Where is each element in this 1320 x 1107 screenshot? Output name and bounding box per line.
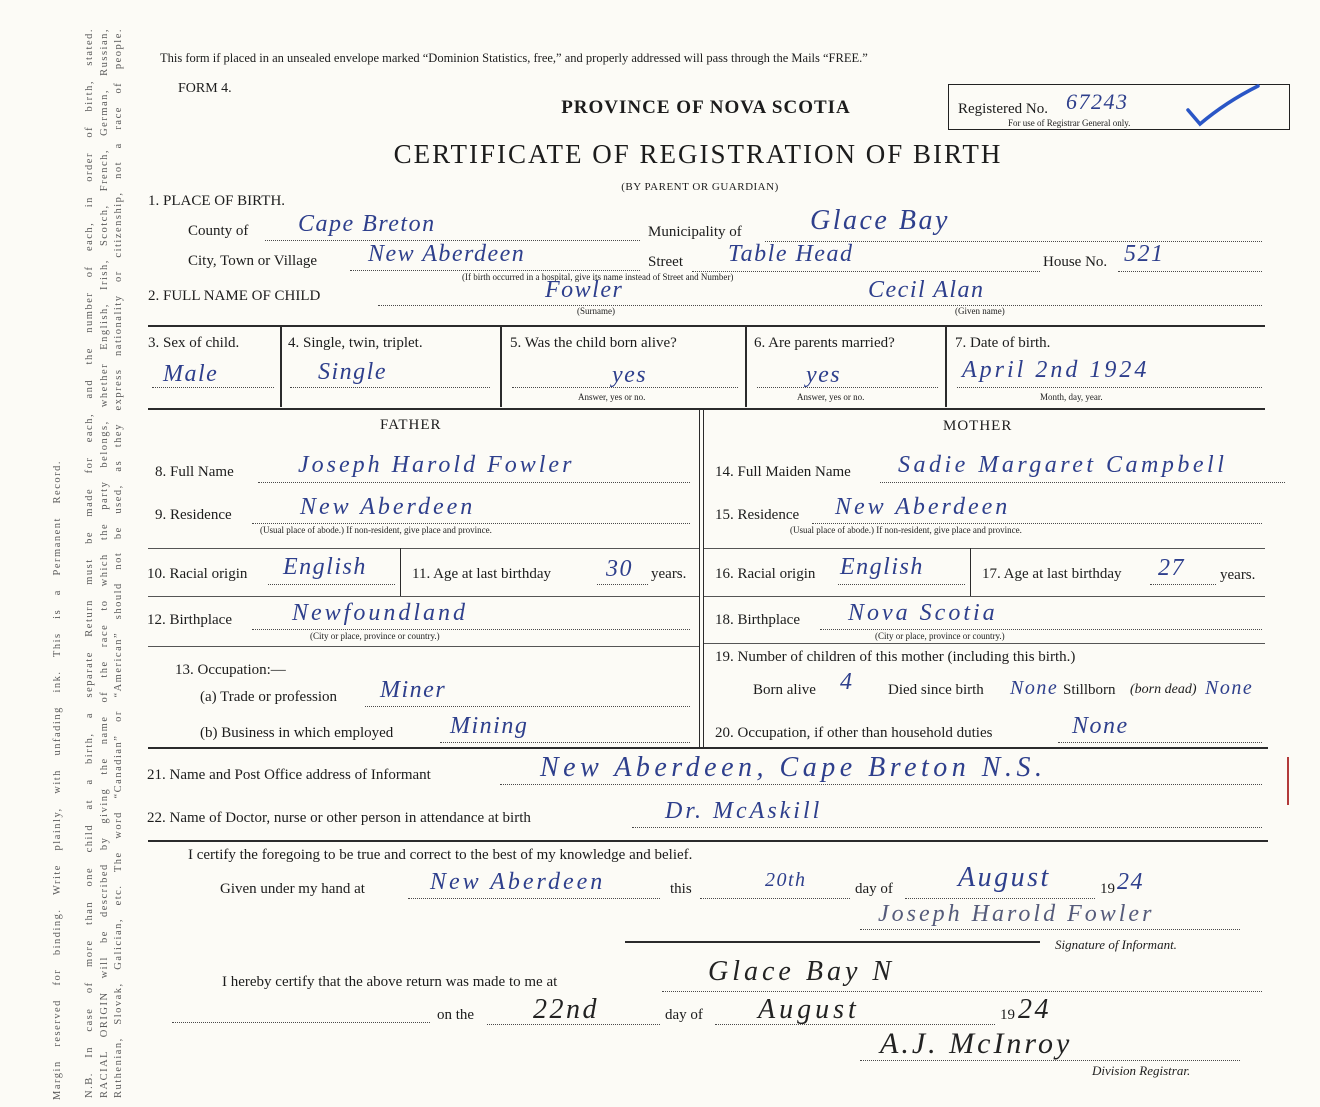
registrar-year-suffix: 24 bbox=[1018, 994, 1051, 1025]
rule-line bbox=[148, 548, 699, 549]
column-divider bbox=[745, 326, 747, 407]
given-place-value: New Aberdeen bbox=[430, 869, 606, 895]
mother-occupation-label: 20. Occupation, if other than household duties bbox=[715, 725, 993, 741]
stillborn-label: Stillborn bbox=[1063, 682, 1116, 698]
rule-line bbox=[625, 941, 1040, 943]
father-business-label: (b) Business in which employed bbox=[200, 725, 394, 741]
born-alive-label: 5. Was the child born alive? bbox=[510, 335, 677, 351]
attendant-name-value: Dr. McAskill bbox=[665, 798, 823, 824]
sex-value: Male bbox=[163, 361, 219, 387]
mother-residence-caption: (Usual place of abode.) If non-resident, give place and province. bbox=[790, 525, 1022, 535]
given-day-underline bbox=[700, 898, 850, 899]
mother-children-label: 19. Number of children of this mother (including this birth.) bbox=[715, 649, 1076, 665]
mother-birthplace-value: Nova Scotia bbox=[848, 600, 998, 626]
column-divider bbox=[945, 326, 947, 407]
municipality-value: Glace Bay bbox=[810, 205, 950, 236]
born-alive-value: yes bbox=[612, 362, 648, 388]
mother-age-underline bbox=[1150, 584, 1216, 585]
mother-birthplace-label: 18. Birthplace bbox=[715, 612, 800, 628]
registrar-statement: I hereby certify that the above return was made to me at bbox=[222, 974, 558, 990]
born-alive-caption: Answer, yes or no. bbox=[578, 392, 646, 402]
mother-residence-label: 15. Residence bbox=[715, 507, 800, 523]
informant-signature-caption: Signature of Informant. bbox=[1055, 937, 1177, 952]
rule-line bbox=[704, 596, 1265, 597]
father-racial-origin-label: 10. Racial origin bbox=[147, 566, 248, 582]
given-day-value: 20th bbox=[765, 869, 807, 891]
registered-number-value: 67243 bbox=[1066, 89, 1129, 114]
father-birthplace-label: 12. Birthplace bbox=[147, 612, 232, 628]
mother-birthplace-underline bbox=[820, 629, 1262, 630]
registrar-signature-caption: Division Registrar. bbox=[1092, 1063, 1191, 1078]
mother-years-label: years. bbox=[1220, 567, 1256, 583]
child-given-name-value: Cecil Alan bbox=[868, 277, 985, 303]
mother-birthplace-caption: (City or place, province or country.) bbox=[875, 631, 1005, 641]
registrar-day-of-label: day of bbox=[665, 1007, 703, 1023]
rule-line bbox=[704, 548, 1265, 549]
informant-signature-underline bbox=[860, 929, 1240, 930]
registrar-signature: A.J. McInroy bbox=[880, 1027, 1073, 1060]
mother-residence-underline bbox=[812, 523, 1262, 524]
father-years-label: years. bbox=[651, 566, 687, 582]
rule-line bbox=[148, 646, 699, 647]
child-name-label: 2. FULL NAME OF CHILD bbox=[148, 288, 321, 304]
given-month-underline bbox=[905, 898, 1095, 899]
father-business-underline bbox=[440, 742, 690, 743]
street-underline bbox=[692, 271, 1040, 272]
municipality-label: Municipality of bbox=[648, 224, 742, 240]
date-of-birth-label: 7. Date of birth. bbox=[955, 335, 1051, 351]
margin-note-racial-origin-2: Ruthenian, Slovak, Galician, etc. The word “Canadian” or “American” should not be used, as they express nationality or citizenship, not a race of people. bbox=[113, 28, 124, 1098]
father-racial-origin-underline bbox=[268, 584, 395, 585]
parents-married-underline bbox=[757, 387, 938, 388]
registrar-leading-underline bbox=[172, 1022, 430, 1023]
father-name-underline bbox=[258, 482, 690, 483]
parents-married-label: 6. Are parents married? bbox=[754, 335, 895, 351]
informant-signature: Joseph Harold Fowler bbox=[878, 901, 1155, 927]
mother-heading: MOTHER bbox=[943, 418, 1013, 434]
date-of-birth-value: April 2nd 1924 bbox=[962, 357, 1150, 383]
rule-line bbox=[148, 596, 699, 597]
hospital-note: (If birth occurred in a hospital, give its name instead of Street and Number) bbox=[462, 272, 734, 282]
parents-divider bbox=[703, 409, 704, 747]
registrar-day-value: 22nd bbox=[533, 994, 599, 1025]
father-age-underline bbox=[597, 584, 648, 585]
father-racial-origin-value: English bbox=[283, 554, 367, 580]
city-label: City, Town or Village bbox=[188, 253, 318, 269]
given-day-of-label: day of bbox=[855, 881, 893, 897]
house-number-underline bbox=[1118, 271, 1262, 272]
child-name-underline bbox=[378, 305, 1262, 306]
checkmark-icon bbox=[1178, 80, 1264, 130]
father-trade-underline bbox=[365, 706, 690, 707]
rule-line bbox=[148, 325, 1265, 327]
informant-address-value: New Aberdeen, Cape Breton N.S. bbox=[540, 752, 1047, 783]
father-trade-label: (a) Trade or profession bbox=[200, 689, 338, 705]
margin-note-binding: Margin reserved for binding. Write plainly, with unfading ink. This is a Permanent Record. bbox=[52, 460, 63, 1100]
stillborn-note: (born dead) bbox=[1130, 682, 1197, 697]
given-under-hand-label: Given under my hand at bbox=[220, 881, 365, 897]
mother-name-label: 14. Full Maiden Name bbox=[715, 464, 851, 480]
informant-underline bbox=[500, 784, 1262, 785]
parents-married-value: yes bbox=[806, 362, 842, 388]
this-label: this bbox=[670, 881, 692, 897]
attendant-underline bbox=[632, 827, 1262, 828]
mother-racial-origin-underline bbox=[838, 584, 965, 585]
mother-age-label: 17. Age at last birthday bbox=[982, 566, 1122, 582]
form-number: FORM 4. bbox=[178, 81, 232, 96]
child-given-name-caption: (Given name) bbox=[955, 306, 1005, 316]
child-surname-value: Fowler bbox=[545, 277, 624, 303]
margin-note-racial-origin-1: RACIAL ORIGIN will be described by giving the name of the race to which the party belongs, whether English, Irish, Scotch, French, German, Russian, bbox=[99, 28, 110, 1098]
child-surname-caption: (Surname) bbox=[577, 306, 615, 316]
parents-married-caption: Answer, yes or no. bbox=[797, 392, 865, 402]
certificate-title: CERTIFICATE OF REGISTRATION OF BIRTH bbox=[393, 139, 1003, 169]
father-age-value: 30 bbox=[606, 556, 633, 582]
father-birthplace-underline bbox=[252, 629, 690, 630]
date-of-birth-underline bbox=[957, 387, 1262, 388]
father-business-value: Mining bbox=[450, 713, 529, 739]
plurality-label: 4. Single, twin, triplet. bbox=[288, 335, 423, 351]
father-residence-label: 9. Residence bbox=[155, 507, 232, 523]
house-number-label: House No. bbox=[1043, 254, 1108, 270]
died-since-birth-value: None bbox=[1010, 677, 1059, 699]
mother-name-underline bbox=[880, 482, 1285, 483]
house-number-value: 521 bbox=[1124, 241, 1165, 267]
rule-line bbox=[148, 408, 1265, 410]
mother-racial-origin-value: English bbox=[840, 554, 924, 580]
given-month-value: August bbox=[958, 862, 1051, 893]
father-birthplace-value: Newfoundland bbox=[292, 600, 469, 626]
registered-number-note: For use of Registrar General only. bbox=[1008, 118, 1131, 128]
registrar-place-value: Glace Bay N bbox=[708, 956, 896, 987]
column-divider bbox=[500, 326, 502, 407]
mother-residence-value: New Aberdeen bbox=[835, 494, 1011, 520]
mother-occupation-underline bbox=[1058, 742, 1262, 743]
given-year-suffix: 24 bbox=[1117, 869, 1144, 895]
registrar-month-value: August bbox=[758, 994, 860, 1025]
date-of-birth-caption: Month, day, year. bbox=[1040, 392, 1103, 402]
father-age-label: 11. Age at last birthday bbox=[412, 566, 551, 582]
column-divider bbox=[280, 326, 282, 407]
rule-line bbox=[704, 643, 1265, 644]
mother-name-value: Sadie Margaret Campbell bbox=[898, 452, 1228, 478]
father-birthplace-caption: (City or place, province or country.) bbox=[310, 631, 440, 641]
province-heading: PROVINCE OF NOVA SCOTIA bbox=[561, 97, 851, 118]
registrar-place-underline bbox=[662, 991, 1262, 992]
father-occupation-label: 13. Occupation:— bbox=[175, 662, 286, 678]
registrar-year-prefix: 19 bbox=[1000, 1007, 1015, 1023]
sex-label: 3. Sex of child. bbox=[148, 335, 240, 351]
rule-line bbox=[148, 840, 1268, 842]
mother-age-value: 27 bbox=[1158, 555, 1185, 581]
father-name-label: 8. Full Name bbox=[155, 464, 234, 480]
given-place-underline bbox=[408, 898, 660, 899]
rule-line bbox=[148, 747, 1268, 749]
red-ink-mark bbox=[1287, 757, 1289, 805]
father-residence-underline bbox=[252, 523, 690, 524]
street-label: Street bbox=[648, 254, 683, 270]
plurality-underline bbox=[290, 387, 490, 388]
mother-occupation-value: None bbox=[1072, 713, 1129, 739]
certification-statement: I certify the foregoing to be true and correct to the best of my knowledge and belief. bbox=[188, 847, 693, 863]
column-divider bbox=[400, 548, 401, 596]
registrar-signature-underline bbox=[860, 1060, 1240, 1061]
place-of-birth-heading: 1. PLACE OF BIRTH. bbox=[148, 193, 286, 209]
county-value: Cape Breton bbox=[298, 211, 436, 237]
certificate-subtitle: (BY PARENT OR GUARDIAN) bbox=[621, 181, 779, 193]
informant-label: 21. Name and Post Office address of Informant bbox=[147, 767, 431, 783]
parents-divider bbox=[699, 409, 700, 747]
father-residence-value: New Aberdeen bbox=[300, 494, 476, 520]
father-name-value: Joseph Harold Fowler bbox=[298, 452, 575, 478]
attendant-label: 22. Name of Doctor, nurse or other person in attendance at birth bbox=[147, 810, 531, 826]
registered-number-label: Registered No. bbox=[958, 101, 1048, 117]
father-residence-caption: (Usual place of abode.) If non-resident, give place and province. bbox=[260, 525, 492, 535]
county-label: County of bbox=[188, 223, 249, 239]
column-divider bbox=[970, 548, 971, 596]
father-heading: FATHER bbox=[380, 417, 442, 433]
city-underline bbox=[350, 270, 640, 271]
stillborn-value: None bbox=[1205, 677, 1254, 699]
mother-racial-origin-label: 16. Racial origin bbox=[715, 566, 816, 582]
plurality-value: Single bbox=[318, 359, 387, 385]
father-trade-value: Miner bbox=[380, 677, 447, 703]
mail-note: This form if placed in an unsealed envelope marked “Dominion Statistics, free,” and properly addressed will pass through the Mails “FREE.” bbox=[160, 51, 868, 65]
registrar-on-the-label: on the bbox=[437, 1007, 475, 1023]
died-since-birth-label: Died since birth bbox=[888, 682, 984, 698]
margin-note-multiple-births: N.B. In case of more than one child at a birth, a separate Return must be made for each, and the number of each, in order of birth, stated. bbox=[84, 28, 95, 1098]
street-value: Table Head bbox=[728, 241, 854, 267]
born-alive-count-value: 4 bbox=[840, 669, 854, 695]
city-value: New Aberdeen bbox=[368, 241, 526, 267]
given-year-prefix: 19 bbox=[1100, 881, 1115, 897]
born-alive-count-label: Born alive bbox=[753, 682, 816, 698]
